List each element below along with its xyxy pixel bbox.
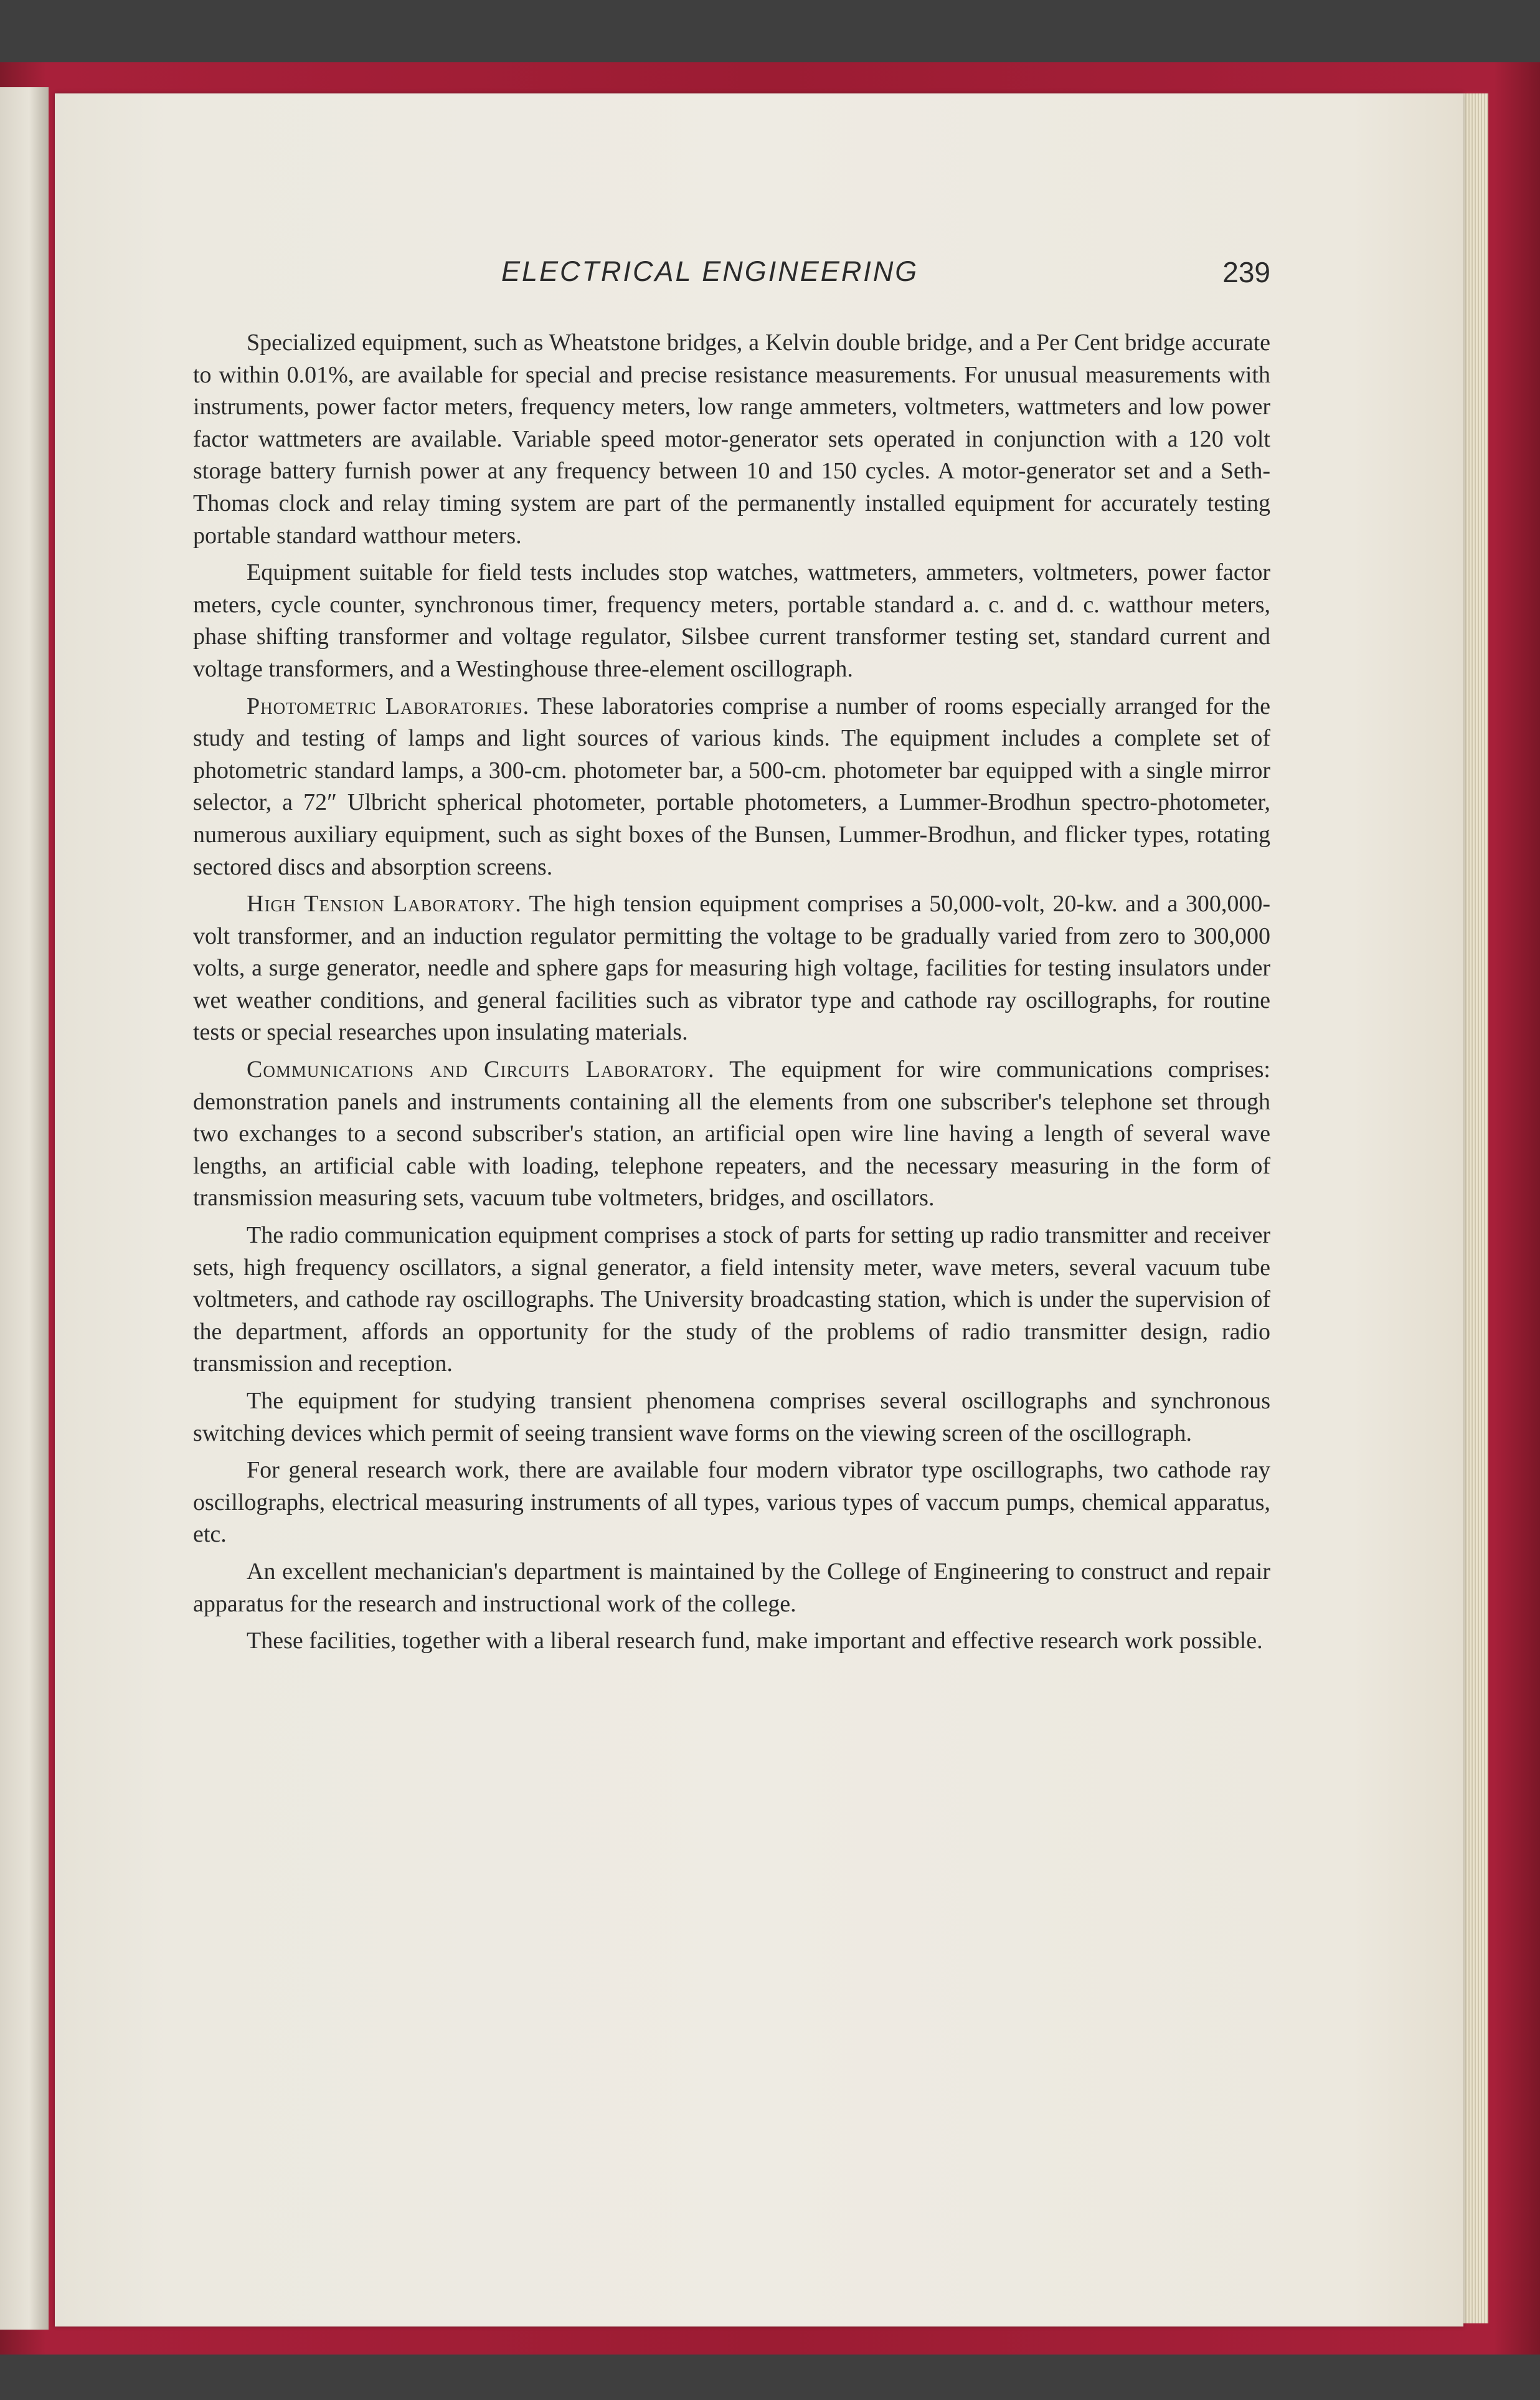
paragraph [193, 557, 1270, 685]
paragraph [193, 888, 1270, 1049]
page-number: 239 [1222, 256, 1270, 288]
paragraph [193, 1054, 1270, 1215]
chapter-title: ELECTRICAL ENGINEERING [501, 255, 919, 287]
previous-page-edge [0, 87, 49, 2330]
paragraph [193, 1556, 1270, 1620]
paragraph-text: Specialized equipment, such as Wheatstone bridges, a Kelvin double bridge, and a Per Cent bridge accurate to within 0.01%, are available for special and precise resistance measurements. For unusual measurements with instruments, power factor meters, frequency meters, low range ammeters, voltmeters, wattmeters and low power factor wattmeters are available. Variable speed motor-generator sets operated in conjunction with a 120 volt storage battery furnish power at any frequency between 10 and 150 cycles. A motor-generator set and a Seth-Thomas clock and relay timing system are part of the permanently installed equipment for accurately testing portable standard watthour meters. [193, 330, 1270, 549]
paragraph [193, 691, 1270, 884]
paragraph-text: The radio communication equipment comprises a stock of parts for setting up radio transmitter and receiver sets, high frequency oscillators, a signal generator, a field intensity meter, wave meters, several vacuum tube voltmeters, and cathode ray oscillographs. The University broadcasting station, which is under the supervision of the department, affords an opportunity for the study of the problems of radio transmitter design, radio transmission and reception. [193, 1222, 1270, 1377]
paragraph-text: The equipment for studying transient phenomena comprises several oscillographs and synchronous switching devices which permit of seeing transient wave forms on the viewing screen of the oscillograph. [193, 1388, 1270, 1446]
paragraph-text: An excellent mechanician's department is maintained by the College of Engineering to construct and repair apparatus for the research and instructional work of the college. [193, 1558, 1270, 1617]
paragraph [193, 1625, 1270, 1658]
paragraph [193, 1220, 1270, 1380]
body-text [193, 327, 1270, 1662]
paragraph-heading: High Tension Laboratory. [247, 891, 522, 918]
paragraph-text: The equipment for wire communications comprises: demonstration panels and instruments containing all the elements from one subscriber's telephone set through two exchanges to a second subscriber's station, an artificial open wire line having a length of several wave lengths, an artificial cable with loading, telephone repeaters, and the necessary measuring in the form of transmission measuring sets, vacuum tube voltmeters, bridges, and oscillators. [193, 1056, 1270, 1212]
paragraph [193, 1385, 1270, 1449]
paragraph-text: Equipment suitable for field tests includes stop watches, wattmeters, ammeters, voltmeters, power factor meters, cycle counter, synchronous timer, frequency meters, portable standard a. c. and d. c. watthour meters, phase shifting transformer and voltage regulator, Silsbee current transformer testing set, standard current and voltage transformers, and a Westinghouse three-element oscillograph. [193, 559, 1270, 682]
paragraph [193, 1454, 1270, 1551]
running-head [193, 255, 1270, 293]
paragraph-heading: Photometric Laboratories. [247, 693, 530, 719]
paragraph-text: For general research work, there are available four modern vibrator type oscillographs, two cathode ray oscillographs, electrical measuring instruments of all types, various types of vaccum pumps, chemical apparatus, etc. [193, 1457, 1270, 1548]
paragraph-text: The high tension equipment comprises a 50,000-volt, 20-kw. and a 300,000-volt transformer, and an induction regulator permitting the voltage to be gradually varied from zero to 300,000 volts, a surge generator, needle and sphere gaps for measuring high voltage, facilities for testing insulators under wet weather conditions, and general facilities such as vibrator type and cathode ray oscillographs, for routine tests or special researches upon insulating materials. [193, 891, 1270, 1046]
paragraph-text: These facilities, together with a liberal research fund, make important and effective research work possible. [247, 1628, 1263, 1654]
paragraph [193, 327, 1270, 552]
paragraph-text: These laboratories comprise a number of rooms especially arranged for the study and testing of lamps and light sources of various kinds. The equipment includes a complete set of photometric standard lamps, a 300-cm. photometer bar, a 500-cm. photometer bar equipped with a single mirror selector, a 72″ Ulbricht spherical photometer, portable photometers, a Lummer-Brodhun spectro-photometer, numerous auxiliary equipment, such as sight boxes of the Bunsen, Lummer-Brodhun, and flicker types, rotating sectored discs and absorption screens. [193, 693, 1270, 880]
paragraph-heading: Communications and Circuits Laboratory. [247, 1056, 715, 1083]
